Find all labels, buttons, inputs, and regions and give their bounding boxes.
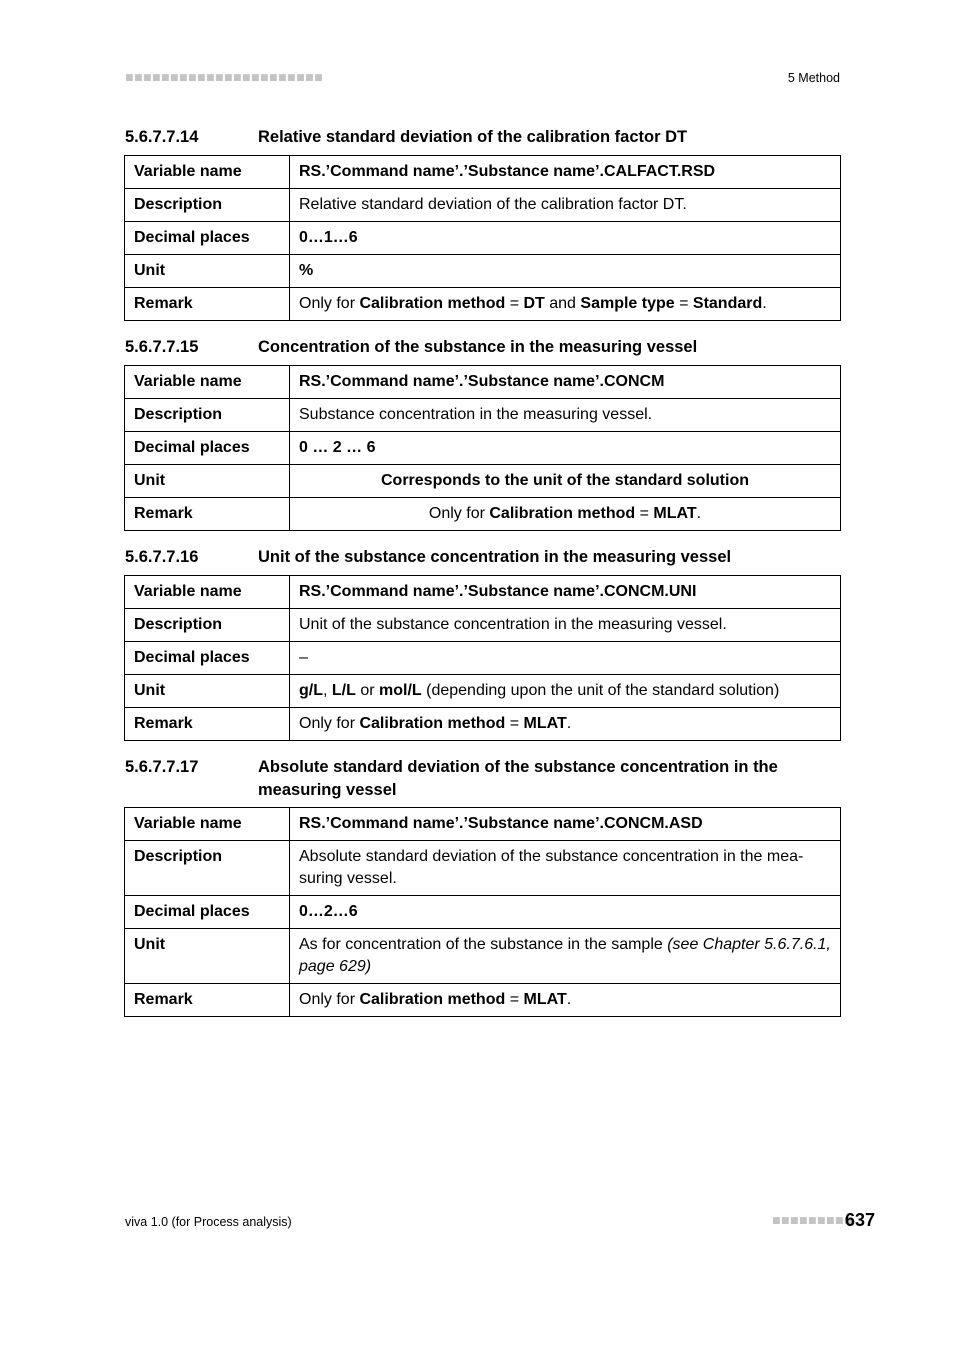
section-number: 5.6.7.7.17 [125,758,199,776]
table-row [125,222,841,255]
chapter-label: 5 Method [787,71,840,85]
table-row [125,675,841,708]
text: and [544,295,581,312]
text-bold: mol/L [379,682,422,699]
row-value: 0…1…6 [290,222,841,255]
section-title: Concentration of the substance in the measuring vessel [258,338,698,356]
text: = [505,295,524,312]
row-label: Description [125,609,290,642]
table-row [125,366,841,399]
text-bold: DT [523,295,545,312]
text: = [635,505,654,522]
row-label: Variable name [125,808,290,841]
row-value: Unit of the substance concentration in the measuring vessel. [290,609,841,642]
section-title: Unit of the substance concentration in the measuring vessel [258,548,732,566]
row-value [290,288,841,321]
row-label: Variable name [125,576,290,609]
row-value: % [290,255,841,288]
text: . [566,715,572,732]
table-row [125,841,841,896]
text-bold: MLAT [653,505,697,522]
row-value [290,708,841,741]
table-row [125,189,841,222]
row-value: RS.’Command name’.’Substance name’.CALFACT.RSD [290,156,841,189]
row-label: Decimal places [125,896,290,929]
row-value: Relative standard deviation of the calibration factor DT. [290,189,841,222]
text-bold: Sample type [580,295,675,312]
row-label: Variable name [125,366,290,399]
section-heading-16 [125,546,845,569]
text: . [696,505,702,522]
table-row [125,432,841,465]
section-number: 5.6.7.7.14 [125,128,199,146]
row-value: RS.’Command name’.’Substance name’.CONCM.UNI [290,576,841,609]
section-heading-14 [125,126,845,149]
text: Only for [428,505,490,522]
row-label: Remark [125,984,290,1017]
row-label: Description [125,841,290,896]
spec-table-16 [124,575,841,741]
text: . [762,295,767,312]
section-number: 5.6.7.7.16 [125,548,199,566]
text: = [505,715,524,732]
text: Only for [299,991,360,1008]
row-value: – [290,642,841,675]
row-value [290,498,841,531]
footer-decoration: ■■■■■■■■■ [772,1216,854,1226]
spec-table-14 [124,155,841,321]
row-label: Unit [125,465,290,498]
row-label: Remark [125,288,290,321]
table-row [125,609,841,642]
row-value [290,675,841,708]
table-row [125,896,841,929]
row-value: RS.’Command name’.’Substance name’.CONCM.ASD [290,808,841,841]
row-value: 0…2…6 [290,896,841,929]
table-row [125,156,841,189]
table-row [125,708,841,741]
text-bold: L/L [331,682,356,699]
table-row [125,642,841,675]
row-label: Variable name [125,156,290,189]
section-heading-17 [125,756,845,802]
text: Only for [299,715,360,732]
text: Only for [299,295,360,312]
row-value: Absolute standard deviation of the substance concentration in the mea-suring vessel. [290,841,841,896]
text-bold: Calibration method [359,715,506,732]
section-heading-15 [125,336,845,359]
row-value: RS.’Command name’.’Substance name’.CONCM [290,366,841,399]
row-label: Decimal places [125,222,290,255]
text: . [566,991,572,1008]
table-row [125,255,841,288]
section-number: 5.6.7.7.15 [125,338,199,356]
row-label: Remark [125,498,290,531]
table-row [125,984,841,1017]
row-label: Decimal places [125,432,290,465]
table-row [125,498,841,531]
text-bold: MLAT [523,991,567,1008]
table-row [125,465,841,498]
row-label: Unit [125,929,290,984]
row-label: Unit [125,675,290,708]
row-label: Remark [125,708,290,741]
row-label: Decimal places [125,642,290,675]
row-value: Corresponds to the unit of the standard solution [290,465,841,498]
text: = [505,991,524,1008]
page-number: 637 [845,1210,876,1230]
table-row [125,929,841,984]
text-bold: Standard [692,295,763,312]
table-row [125,808,841,841]
text-bold: g/L [299,682,323,699]
text-bold: Calibration method [489,505,636,522]
row-value: 0 … 2 … 6 [290,432,841,465]
table-row [125,288,841,321]
text-bold: MLAT [523,715,567,732]
row-value [290,929,841,984]
text: , [323,682,332,699]
spec-table-17 [124,807,841,1017]
text-bold: Calibration method [359,991,506,1008]
row-label: Description [125,189,290,222]
row-value [290,984,841,1017]
text: (depending upon the unit of the standard solution) [421,682,780,699]
table-row [125,399,841,432]
chapter-reference-link[interactable]: (see Chapter 5.6.7.6.1, page 629) [299,936,831,975]
text-bold: Calibration method [359,295,506,312]
table-row [125,576,841,609]
text: or [355,682,380,699]
footer-product: viva 1.0 (for Process analysis) [125,1215,292,1229]
row-label: Description [125,399,290,432]
text: = [674,295,693,312]
section-title: Relative standard deviation of the calibration factor DT [258,128,688,146]
header-decoration: ■■■■■■■■■■■■■■■■■■■■■■ [125,73,324,83]
section-title: Absolute standard deviation of the substance concentration in the measuring vessel [258,758,778,799]
spec-table-15 [124,365,841,531]
text: As for concentration of the substance in the sample [299,936,668,953]
row-value: Substance concentration in the measuring vessel. [290,399,841,432]
row-label: Unit [125,255,290,288]
